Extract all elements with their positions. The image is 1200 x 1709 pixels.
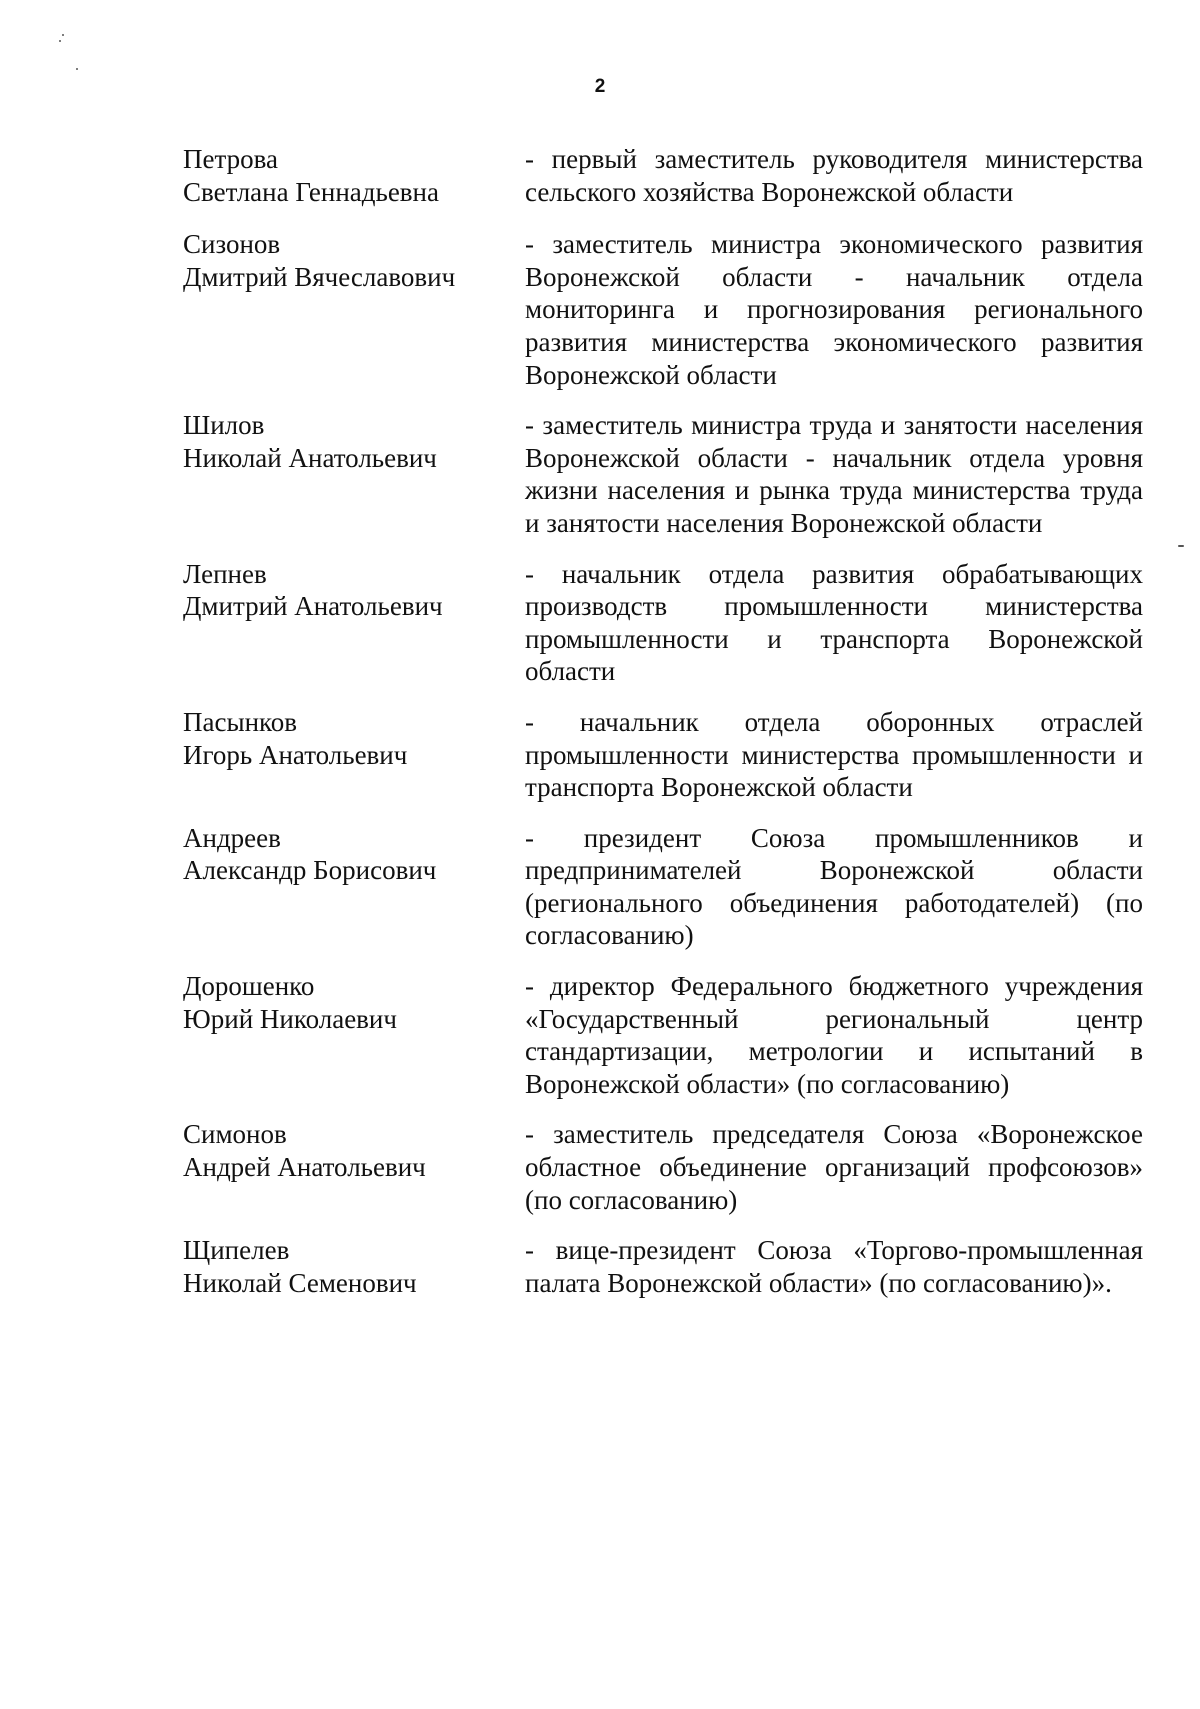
member-row [183, 822, 1143, 952]
member-row [183, 143, 1143, 208]
member-surname: Пасынков [183, 706, 298, 737]
member-position: - заместитель министра экономического развития Воронежской области - начальник отдела мониторинга и прогнозирования регионального развития министерства экономического развития Воронежской области [525, 229, 1143, 390]
member-name [183, 970, 525, 1035]
scan-speck [76, 68, 78, 70]
member-position: - первый заместитель руководителя министерства сельского хозяйства Воронежской области [525, 144, 1143, 207]
member-given-names: Николай Семенович [183, 1267, 417, 1298]
member-surname: Сизонов [183, 229, 281, 260]
member-given-names: Дмитрий Вячеславович [183, 261, 456, 292]
page-number: 2 [594, 76, 606, 97]
member-position: - президент Союза промышленников и предпринимателей Воронежской области (регионального объединения работодателей) (по согласованию) [525, 822, 1143, 951]
member-row [183, 409, 1143, 539]
member-row [183, 558, 1143, 688]
member-position: - заместитель председателя Союза «Воронежское областное объединение организаций профсоюзов» (по согласованию) [525, 1119, 1143, 1215]
member-surname: Андреев [183, 822, 281, 853]
member-name [183, 1234, 525, 1299]
member-given-names: Николай Анатольевич [183, 442, 437, 473]
member-position: - начальник отдела развития обрабатывающих производств промышленности министерства промышленности и транспорта Воронежской области [525, 558, 1143, 687]
member-name [183, 143, 525, 208]
scan-speck [1178, 545, 1184, 547]
member-surname: Симонов [183, 1119, 287, 1150]
member-name [183, 1118, 525, 1183]
member-row [183, 970, 1143, 1100]
member-row [183, 706, 1143, 804]
member-name [183, 228, 525, 293]
member-row [183, 228, 1143, 391]
member-name [183, 706, 525, 771]
member-position: - заместитель министра труда и занятости населения Воронежской области - начальник отдела уровня жизни населения и рынка труда министерства труда и занятости населения Воронежской области [525, 410, 1143, 538]
member-given-names: Юрий Николаевич [183, 1003, 397, 1034]
member-row [183, 1118, 1143, 1216]
member-name [183, 409, 525, 474]
member-position: - вице-президент Союза «Торгово-промышленная палата Воронежской области» (по согласованию)». [525, 1235, 1143, 1298]
member-surname: Дорошенко [183, 971, 315, 1002]
member-given-names: Светлана Геннадьевна [183, 176, 439, 207]
member-given-names: Александр Борисович [183, 855, 437, 886]
member-position: - начальник отдела оборонных отраслей промышленности министерства промышленности и транспорта Воронежской области [525, 706, 1143, 803]
member-surname: Лепнев [183, 558, 267, 589]
member-surname: Щипелев [183, 1235, 290, 1266]
scan-speck [62, 34, 64, 36]
member-surname: Петрова [183, 144, 278, 174]
member-name [183, 558, 525, 623]
member-position: - директор Федерального бюджетного учреждения «Государственный региональный центр стандартизации, метрологии и испытаний в Воронежской области» (по согласованию) [525, 971, 1143, 1099]
member-name [183, 822, 525, 887]
member-given-names: Андрей Анатольевич [183, 1152, 426, 1183]
scan-speck [59, 40, 61, 42]
member-surname: Шилов [183, 410, 265, 441]
member-given-names: Дмитрий Анатольевич [183, 591, 443, 622]
member-given-names: Игорь Анатольевич [183, 739, 408, 770]
commission-member-list [183, 143, 1143, 1317]
member-row [183, 1234, 1143, 1299]
